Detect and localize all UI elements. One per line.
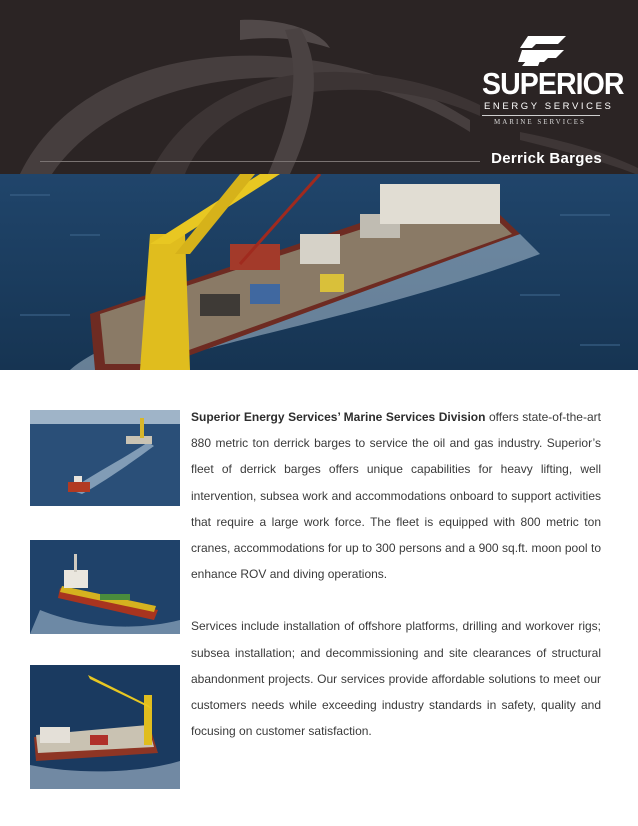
- thumbnail-supply-vessel: [30, 540, 180, 634]
- paragraph-services: Services include installation of offshore platforms, drilling and workover rigs; subsea installation; and decommissioning and site clearances of structural abandonment projects. Our services provide affordable solutions to meet our customers needs while exceeding industry standards in safety, quality and focusing on customer satisfaction.: [191, 619, 601, 739]
- paragraph-intro: [191, 404, 601, 587]
- brand-division: MARINE SERVICES: [494, 118, 586, 126]
- derrick-barge-image: [0, 174, 638, 370]
- title-divider: [40, 161, 480, 162]
- brand-name: SUPERIOR: [482, 66, 624, 101]
- body-text: [191, 404, 601, 744]
- crane-barge-image: [30, 665, 180, 789]
- page-title: Derrick Barges: [491, 150, 602, 167]
- intro-rest: offers state-of-the-art 880 metric ton derrick barges to service the oil and gas industry. Superior’s fleet of derrick barges offers unique capabilities for heavy lifting, well intervention, subsea work and accommodations onboard to support activities that require a large work force. The fleet is equipped with 800 metric ton cranes, accommodations for up to 300 persons and a 900 sq.ft. moon pool to enhance ROV and diving operations.: [191, 410, 601, 582]
- thumbnail-crane-barge: [30, 665, 180, 789]
- brand-subtitle: ENERGY SERVICES: [484, 101, 614, 112]
- intro-lead: Superior Energy Services’ Marine Services Division: [191, 410, 486, 424]
- thumbnail-tug-and-barge: [30, 410, 180, 506]
- superior-s-icon: [518, 36, 566, 66]
- brand-divider: [482, 115, 600, 116]
- brand-logo: [482, 36, 624, 132]
- supply-vessel-image: [30, 540, 180, 634]
- header-band: [0, 0, 638, 174]
- tug-image: [30, 410, 180, 506]
- hero-photo: [0, 174, 638, 370]
